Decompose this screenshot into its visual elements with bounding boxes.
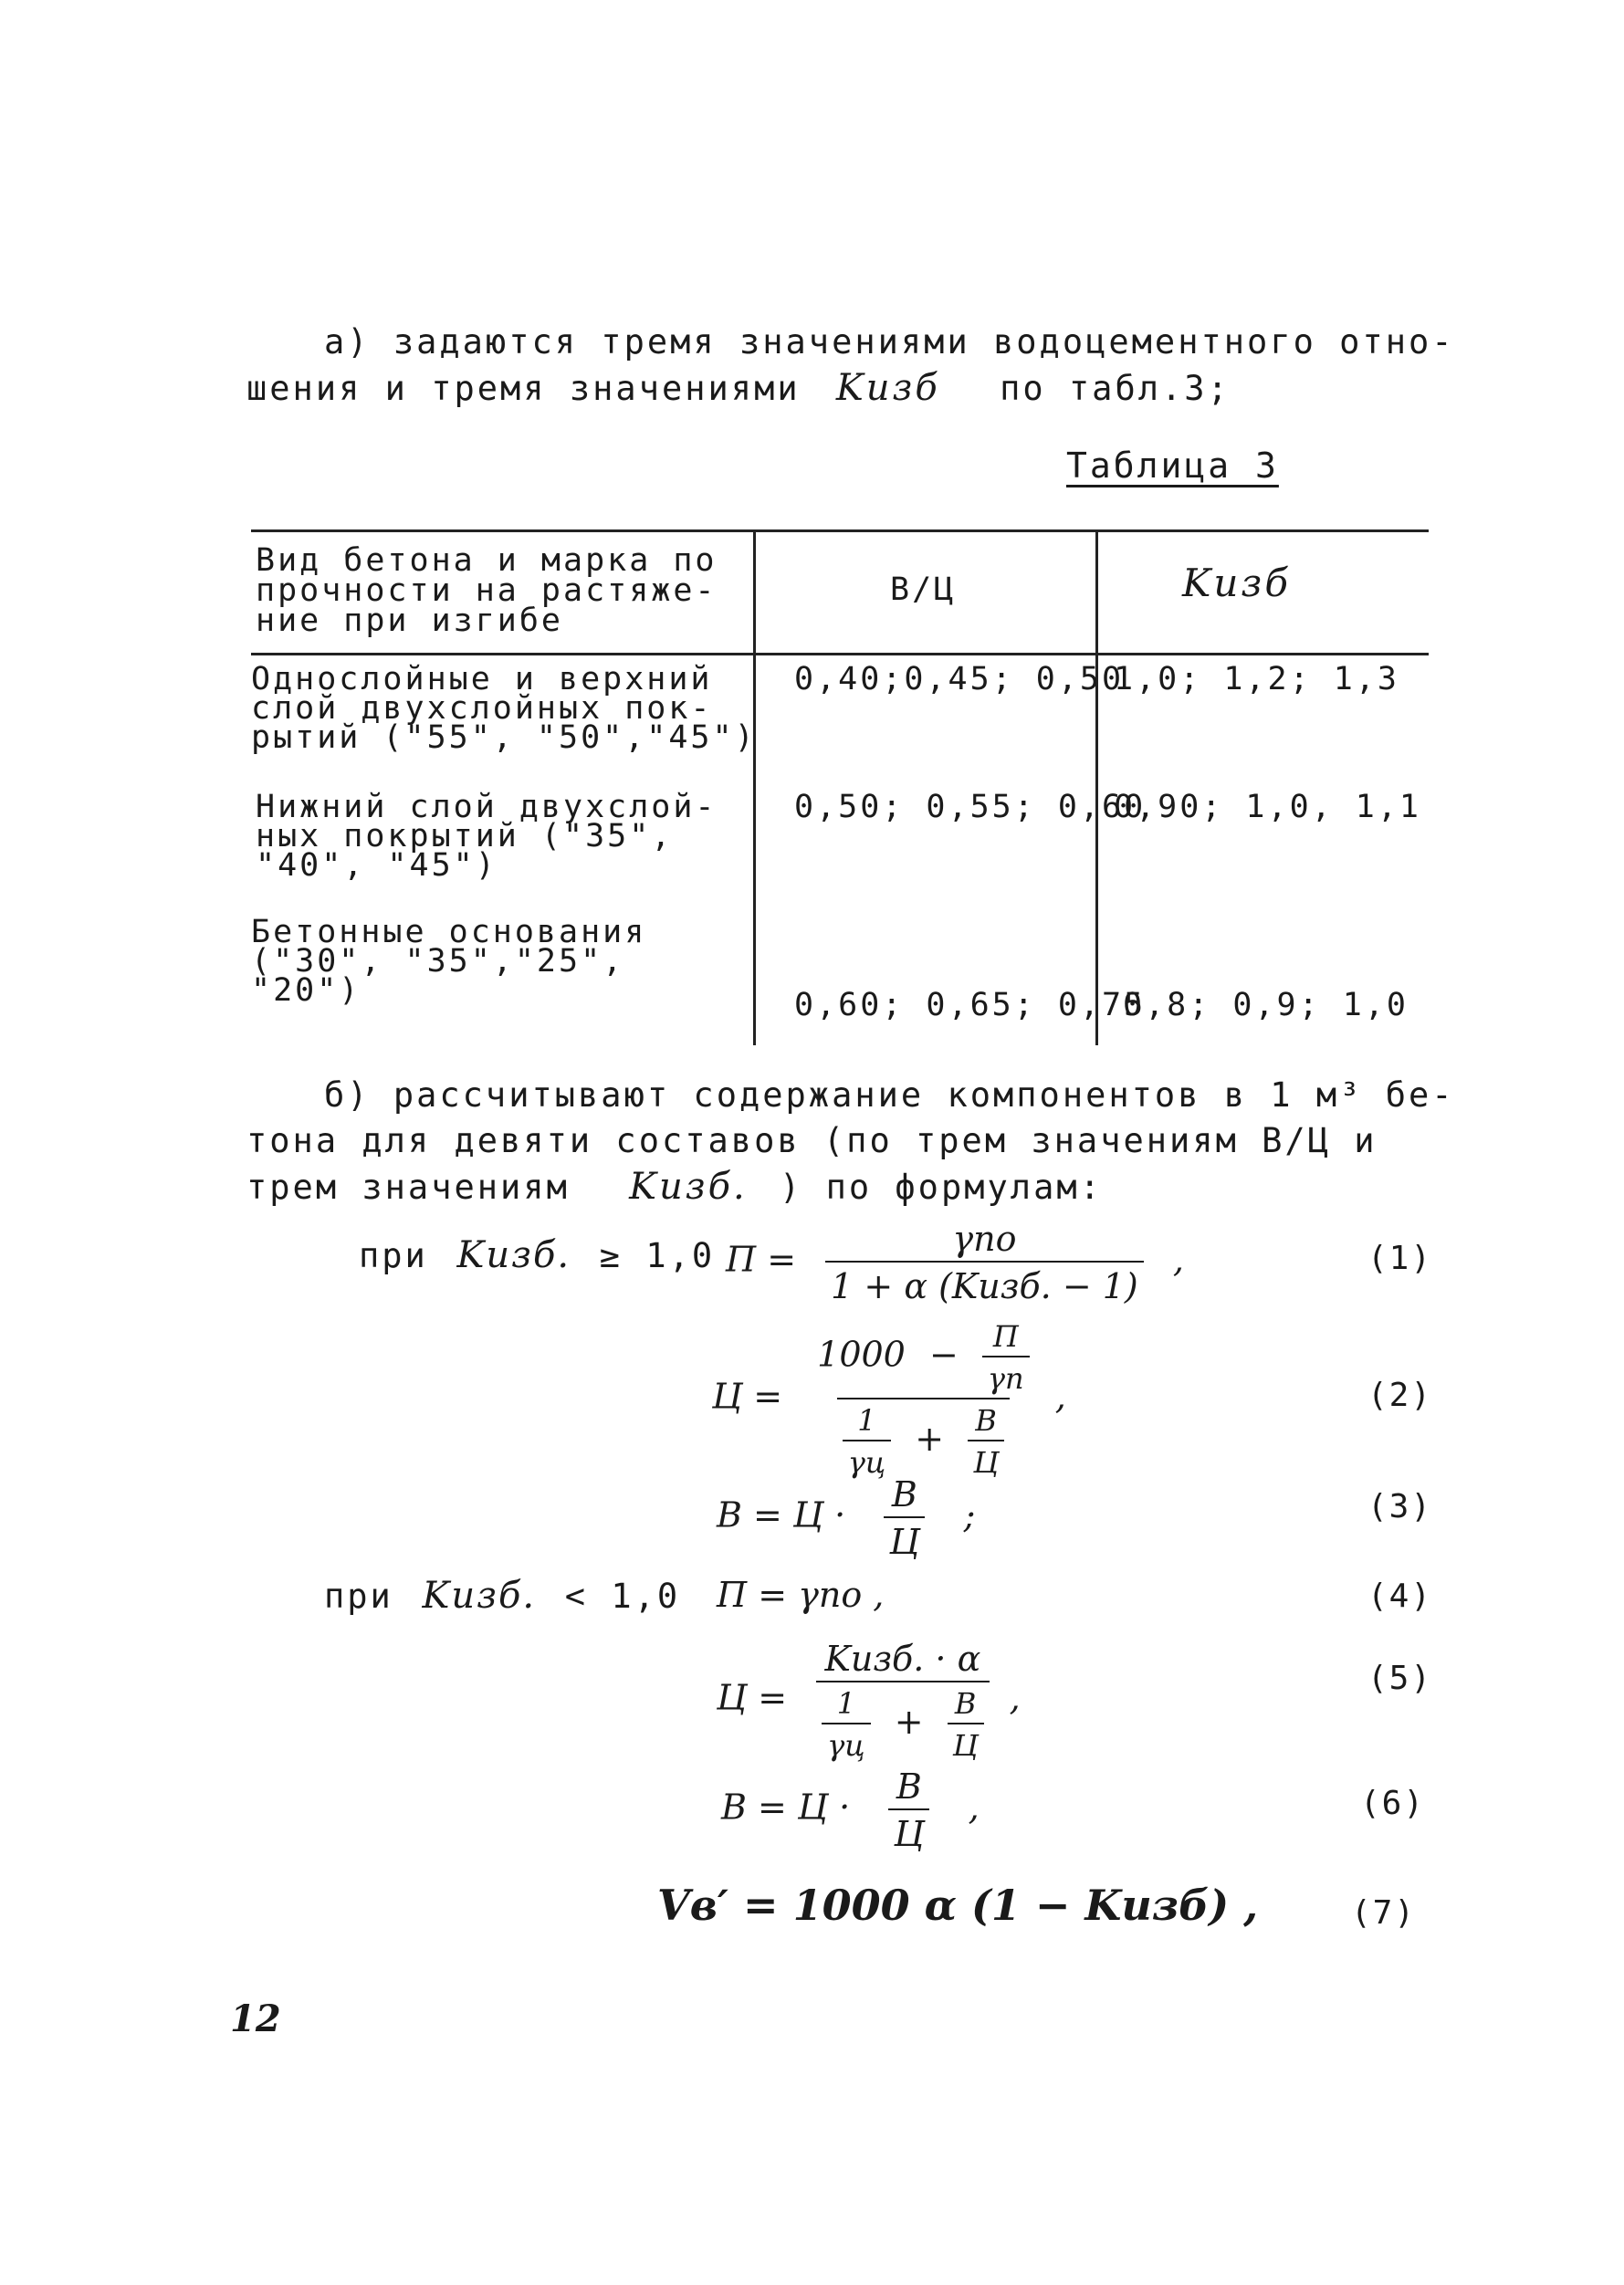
paragraph-a-line2-after: по табл.3; — [1000, 369, 1231, 408]
table-cell-wc: 0,40;0,45; 0,50 — [794, 661, 1125, 697]
formula-3-lhs: В = Ц · — [717, 1494, 846, 1536]
formula-6-numerator: В — [896, 1766, 922, 1807]
formula-2-den-b-den: Ц — [968, 1440, 1004, 1480]
formula-2-num-b-den: γп — [982, 1356, 1030, 1396]
paragraph-a-line2-before: шения и тремя значениями — [246, 369, 801, 408]
formula-3-denominator: Ц — [884, 1516, 925, 1562]
formula-6-denominator: Ц — [888, 1808, 929, 1854]
table-top-rule — [251, 529, 1429, 532]
formula-1-fraction — [825, 1219, 1144, 1306]
formula-5 — [717, 1639, 1021, 1763]
formula-2-fraction — [812, 1319, 1034, 1480]
paragraph-b-line1: б) рассчитывают содержание компонентов в 1 м³ бе- — [324, 1075, 1455, 1115]
table-cell-wc: 0,60; 0,65; 0,75 — [794, 987, 1147, 1023]
formula-1 — [726, 1219, 1184, 1306]
formula-6-fraction — [888, 1766, 929, 1854]
page-number: 12 — [230, 1997, 281, 2040]
table-cell-kind: Бетонные основания ("30", "35","25", "20") — [251, 914, 647, 1009]
formula-2-den-a-den: γц — [843, 1440, 891, 1480]
table-column-divider — [1095, 529, 1098, 1045]
equation-number-5: (5) — [1367, 1660, 1433, 1697]
table-header-rule — [251, 653, 1429, 655]
formula-2-num-b — [982, 1319, 1030, 1396]
formula-2-den-plus: + — [915, 1418, 945, 1459]
formula-2-denominator — [837, 1398, 1010, 1480]
table-cell-kind: Нижний слой двухслой- ных покрытий ("35", "40", "45") — [256, 789, 718, 884]
formula-5-den-a-den: γц — [822, 1723, 870, 1763]
formula-5-tail: , — [1009, 1677, 1021, 1718]
formula-5-lhs: Ц = — [717, 1677, 788, 1718]
equation-number-2: (2) — [1367, 1377, 1433, 1414]
equation-number-7: (7) — [1351, 1894, 1417, 1932]
formula-1-lhs: П = — [726, 1239, 797, 1280]
equation-number-4: (4) — [1367, 1577, 1433, 1615]
formula-1-denominator: 1 + α (Kизб. − 1) — [825, 1261, 1144, 1306]
formula-3-tail: ; — [963, 1494, 976, 1536]
formula-5-fraction — [816, 1639, 989, 1763]
formula-2-den-a — [843, 1403, 891, 1480]
paragraph-b-line3-after: ) по формулам: — [780, 1168, 1103, 1207]
formula-6-tail: , — [968, 1787, 980, 1828]
table-caption: Таблица 3 — [1066, 445, 1279, 486]
formula-5-den-b — [948, 1686, 984, 1763]
table-cell-k: 0,90; 1,0, 1,1 — [1114, 789, 1422, 825]
formula-2 — [712, 1319, 1066, 1480]
formula-2-tail: , — [1054, 1376, 1066, 1417]
paragraph-a-line1: а) задаются тремя значениями водоцементного отно- — [324, 322, 1455, 362]
k-symbol: Kизб. — [629, 1166, 748, 1208]
table-header-kind: Вид бетона и марка по прочности на растяже- ние при изгибе — [256, 542, 718, 639]
condition-2-k: Kизб. — [422, 1575, 537, 1617]
formula-2-num-a: 1000 — [817, 1334, 906, 1375]
formula-3-numerator: В — [891, 1474, 917, 1515]
condition-2-label: при — [324, 1577, 393, 1616]
formula-5-den-a — [822, 1686, 870, 1763]
paragraph-b-line3-before: трем значениям — [246, 1168, 570, 1207]
table-header-wc: В/Ц — [890, 571, 957, 608]
condition-1-op: ≥ 1,0 — [599, 1236, 716, 1275]
formula-6-lhs: В = Ц · — [721, 1787, 851, 1828]
paragraph-b — [246, 1073, 1455, 1211]
table-cell-k: 1,0; 1,2; 1,3 — [1114, 661, 1399, 697]
formula-5-numerator: Kизб. · α — [824, 1639, 981, 1679]
table-cell-k: 0,8; 0,9; 1,0 — [1123, 987, 1409, 1023]
condition-2-op: < 1,0 — [564, 1577, 681, 1616]
formula-2-num-minus: − — [928, 1334, 959, 1375]
equation-number-1: (1) — [1367, 1240, 1433, 1277]
condition-2 — [324, 1575, 680, 1617]
table-3 — [251, 529, 1429, 1045]
formula-5-den-b-num: В — [954, 1686, 977, 1721]
paragraph-b-line3 — [246, 1164, 1433, 1211]
table-header-k: Kизб — [1182, 561, 1291, 605]
formula-5-den-b-den: Ц — [948, 1723, 984, 1763]
formula-7: Vв′ = 1000 α (1 − Kизб) , — [657, 1881, 1259, 1930]
formula-5-den-plus: + — [894, 1701, 924, 1742]
paragraph-a — [246, 320, 1455, 412]
formula-5-den-a-num: 1 — [836, 1686, 856, 1721]
table-cell-wc: 0,50; 0,55; 0,60 — [794, 789, 1147, 825]
formula-2-den-b-num: В — [975, 1403, 997, 1438]
formula-6 — [721, 1766, 980, 1854]
table-cell-kind: Однослойные и верхний слой двухслойных пок- рытий ("55", "50","45") — [251, 661, 757, 756]
formula-2-den-b — [968, 1403, 1004, 1480]
formula-2-num-b-num: П — [992, 1319, 1019, 1354]
condition-1 — [359, 1234, 715, 1276]
formula-4: П = γпо , — [717, 1575, 885, 1615]
formula-5-denominator — [816, 1681, 989, 1763]
condition-1-k: Kизб. — [456, 1234, 571, 1276]
paragraph-b-line2: тона для девяти составов (по трем значениям В/Ц и — [246, 1121, 1378, 1160]
formula-3-fraction — [884, 1474, 925, 1562]
formula-2-lhs: Ц = — [712, 1376, 783, 1417]
formula-3 — [717, 1474, 975, 1562]
equation-number-6: (6) — [1360, 1785, 1426, 1822]
formula-2-den-a-num: 1 — [857, 1403, 876, 1438]
k-symbol: Kизб — [835, 367, 940, 409]
formula-1-numerator: γпо — [952, 1219, 1017, 1259]
equation-number-3: (3) — [1367, 1488, 1433, 1525]
formula-2-numerator — [812, 1319, 1034, 1398]
condition-1-label: при — [359, 1236, 428, 1275]
formula-1-tail: , — [1172, 1239, 1184, 1280]
paragraph-a-line2 — [246, 365, 1433, 412]
table-column-divider — [753, 529, 756, 1045]
